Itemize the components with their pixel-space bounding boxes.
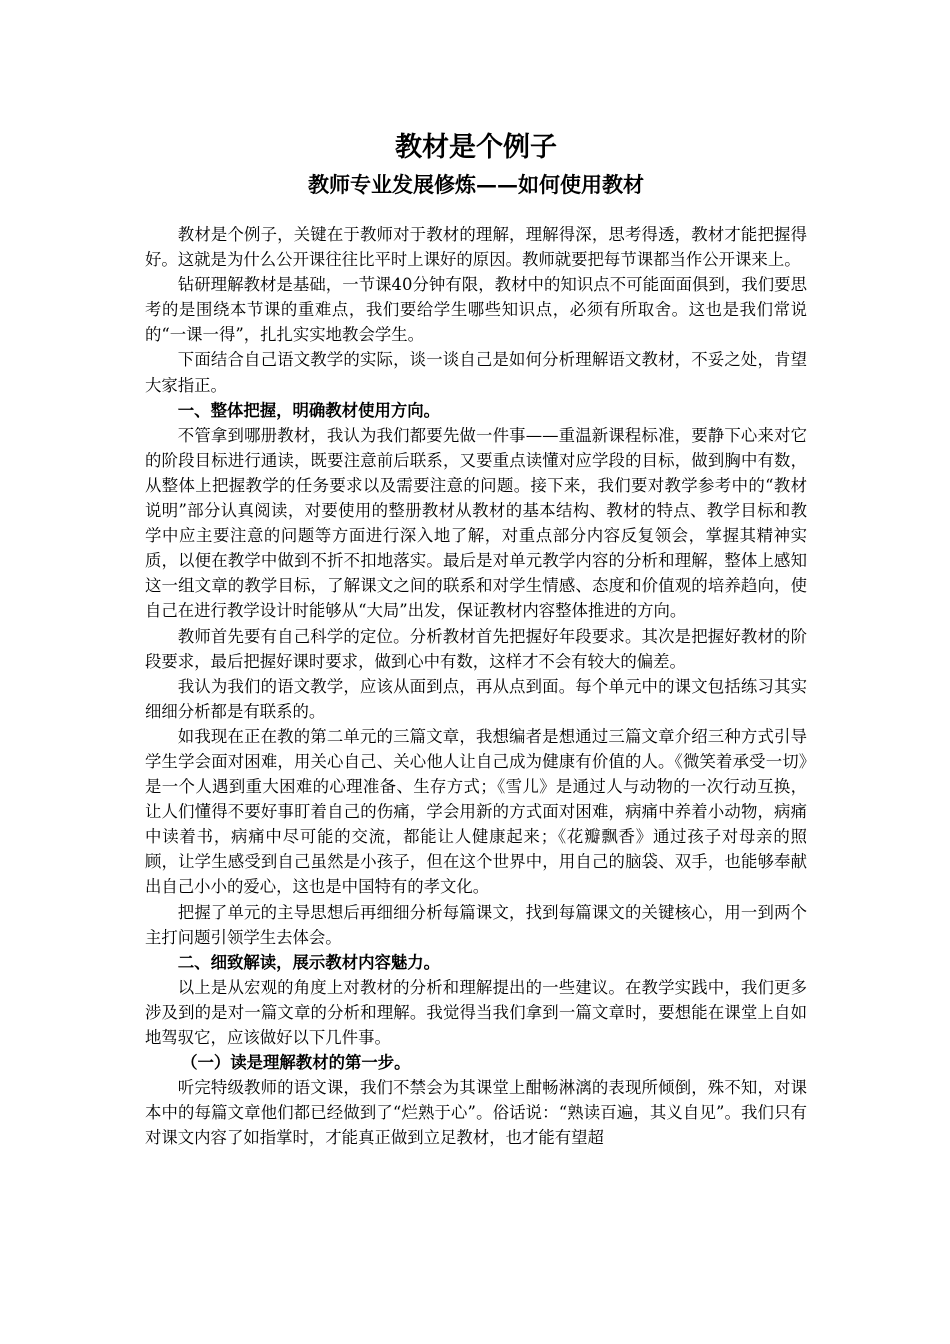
paragraph-body: 我认为我们的语文教学，应该从面到点，再从点到面。每个单元中的课文包括练习其实细细分析都是有联系的。: [145, 676, 807, 721]
section-heading-1: 一、整体把握，明确教材使用方向。: [177, 400, 441, 420]
paragraph-body: 听完特级教师的语文课，我们不禁会为其课堂上酣畅淋漓的表现所倾倒，殊不知，对课本中的每篇文章他们都已经做到了“烂熟于心”。俗话说：“熟读百遍，其义自见”。我们只有对课文内容了如指掌时，才能真正做到立足教材，也才能有望超: [145, 1078, 807, 1148]
paragraph-body: 如我现在正在教的第二单元的三篇文章，我想编者是想通过三篇文章介绍三种方式引导学生学会面对困难，用关心自己、关心他人让自己成为健康有价值的人。《微笑着承受一切》是一个人遇到重大困难的心理准备、生存方式；《雪儿》是通过人与动物的一次行动互换，让人们懂得不要好事盯着自己的伤痛，学会用新的方式面对困难，病痛中养着小动物，病痛中读着书，病痛中尽可能的交流，都能让人健康起来；《花瓣飘香》通过孩子对母亲的照顾，让学生感受到自己虽然是小孩子，但在这个世界中，用自己的脑袋、双手，也能够奉献出自己小小的爱心，这也是中国特有的孝文化。: [145, 726, 807, 897]
document-body: [145, 222, 807, 1150]
document-page: [145, 128, 807, 1150]
paragraph-study-basis: 钻研理解教材是基础，一节课40分钟有限，教材中的知识点不可能面面俱到，我们要思考的是围绕本节课的重难点，我们要给学生哪些知识点，必须有所取舍。这也是我们常说的“一课一得”，扎扎实实地教会学生。: [145, 275, 807, 345]
subsection-heading-1: （一）读是理解教材的第一步。: [181, 1053, 411, 1073]
paragraph-body: 把握了单元的主导思想后再细细分析每篇课文，找到每篇课文的关键核心，用一到两个主打问题引领学生去体会。: [145, 902, 807, 947]
paragraph-intro: 教材是个例子，关键在于教师对于教材的理解，理解得深，思考得透，教材才能把握得好。这就是为什么公开课往往比平时上课好的原因。教师就要把每节课都当作公开课来上。: [145, 225, 807, 270]
paragraph-body: 以上是从宏观的角度上对教材的分析和理解提出的一些建议。在教学实践中，我们更多涉及到的是对一篇文章的分析和理解。我觉得当我们拿到一篇文章时，要想能在课堂上自如地驾驭它，应该做好以下几件事。: [145, 977, 807, 1047]
document-subtitle: 教师专业发展修炼——如何使用教材: [308, 172, 644, 197]
section-heading-2: 二、细致解读，展示教材内容魅力。: [177, 952, 441, 972]
paragraph-body: 教师首先要有自己科学的定位。分析教材首先把握好年段要求。其次是把握好教材的阶段要求，最后把握好课时要求，做到心中有数，这样才不会有较大的偏差。: [145, 626, 807, 671]
document-title: 教材是个例子: [395, 132, 557, 163]
paragraph-body: 不管拿到哪册教材，我认为我们都要先做一件事——重温新课程标准，要静下心来对它的阶段目标进行通读，既要注意前后联系，又要重点读懂对应学段的目标，做到胸中有数，从整体上把握教学的任务要求以及需要注意的问题。接下来，我们要对教学参考中的“教材说明”部分认真阅读，对要使用的整册教材从教材的基本结构、教材的特点、教学目标和教学中应主要注意的问题等方面进行深入地了解，对重点部分内容反复领会，掌握其精神实质，以便在教学中做到不折不扣地落实。最后是对单元教学内容的分析和理解，整体上感知这一组文章的教学目标，了解课文之间的联系和对学生情感、态度和价值观的培养趋向，使自己在进行教学设计时能够从“大局”出发，保证教材内容整体推进的方向。: [145, 425, 807, 621]
paragraph-preface: 下面结合自己语文教学的实际，谈一谈自己是如何分析理解语文教材，不妥之处，肯望大家指正。: [145, 350, 807, 395]
